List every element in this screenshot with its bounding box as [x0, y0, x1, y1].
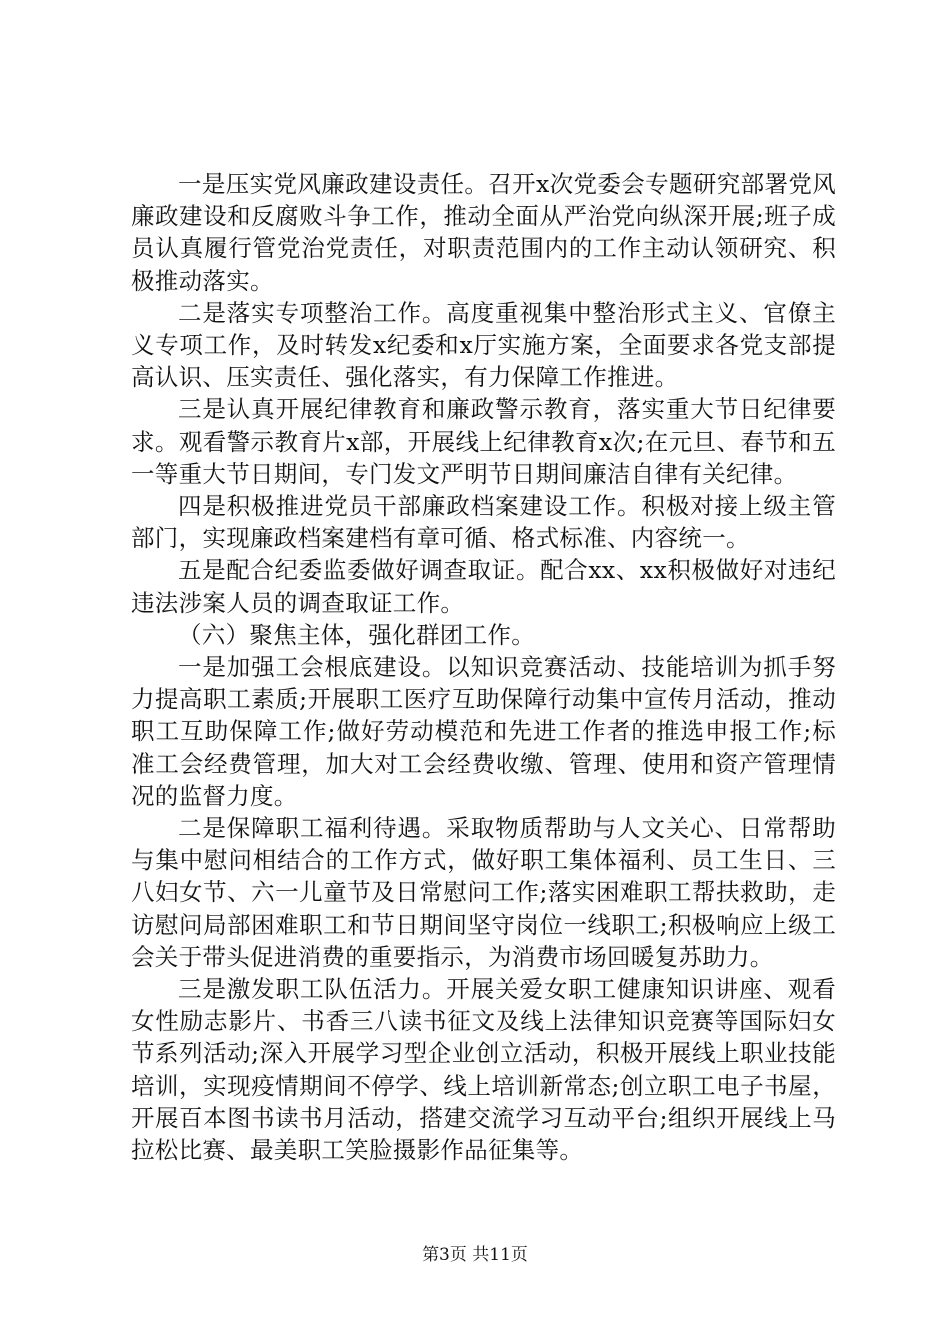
paragraph-discipline-education: 三是认真开展纪律教育和廉政警示教育，落实重大节日纪律要求。观看警示教育片x部，开展线上纪律教育x次;在元旦、春节和五一等重大节日期间，专门发文严明节日期间廉洁自律有关纪律。 — [131, 395, 836, 488]
paragraph-integrity-archives: 四是积极推进党员干部廉政档案建设工作。积极对接上级主管部门，实现廉政档案建档有章可循、格式标准、内容统一。 — [131, 492, 836, 553]
paragraph-investigation-support: 五是配合纪委监委做好调查取证。配合xx、xx积极做好对违纪违法涉案人员的调查取证工作。 — [131, 556, 836, 617]
paragraph-workforce-vitality: 三是激发职工队伍活力。开展关爱女职工健康知识讲座、观看女性励志影片、书香三八读书征文及线上法律知识竞赛等国际妇女节系列活动;深入开展学习型企业创立活动，积极开展线上职业技能培训，实现疫情期间不停学、线上培训新常态;创立职工电子书屋，开展百本图书读书月活动，搭建交流学习互动平台;组织开展线上马拉松比赛、最美职工笑脸摄影作品征集等。 — [131, 975, 836, 1165]
paragraph-employee-welfare: 二是保障职工福利待遇。采取物质帮助与人文关心、日常帮助与集中慰问相结合的工作方式，做好职工集体福利、员工生日、三八妇女节、六一儿童节及日常慰问工作;落实困难职工帮扶救助，走访慰问局部困难职工和节日期间坚守岗位一线职工;积极响应上级工会关于带头促进消费的重要指示，为消费市场回暖复苏助力。 — [131, 814, 836, 971]
section-heading-mass-organizations: （六）聚焦主体，强化群团工作。 — [178, 620, 535, 649]
document-body — [131, 168, 836, 1166]
page-number-footer: 第3页 共11页 — [422, 1245, 528, 1265]
paragraph-union-foundation: 一是加强工会根底建设。以知识竞赛活动、技能培训为抓手努力提高职工素质;开展职工医疗互助保障行动集中宣传月活动，推动职工互助保障工作;做好劳动模范和先进工作者的推选申报工作;标准工会经费管理，加大对工会经费收缴、管理、使用和资产管理情况的监督力度。 — [131, 653, 836, 810]
paragraph-special-rectification: 二是落实专项整治工作。高度重视集中整治形式主义、官僚主义专项工作，及时转发x纪委和x厅实施方案，全面要求各党支部提高认识、压实责任、强化落实，有力保障工作推进。 — [131, 298, 836, 392]
paragraph-party-conduct-responsibility: 一是压实党风廉政建设责任。召开x次党委会专题研究部署党风廉政建设和反腐败斗争工作，推动全面从严治党向纵深开展;班子成员认真履行管党治党责任，对职责范围内的工作主动认领研究、积极推动落实。 — [131, 170, 836, 295]
